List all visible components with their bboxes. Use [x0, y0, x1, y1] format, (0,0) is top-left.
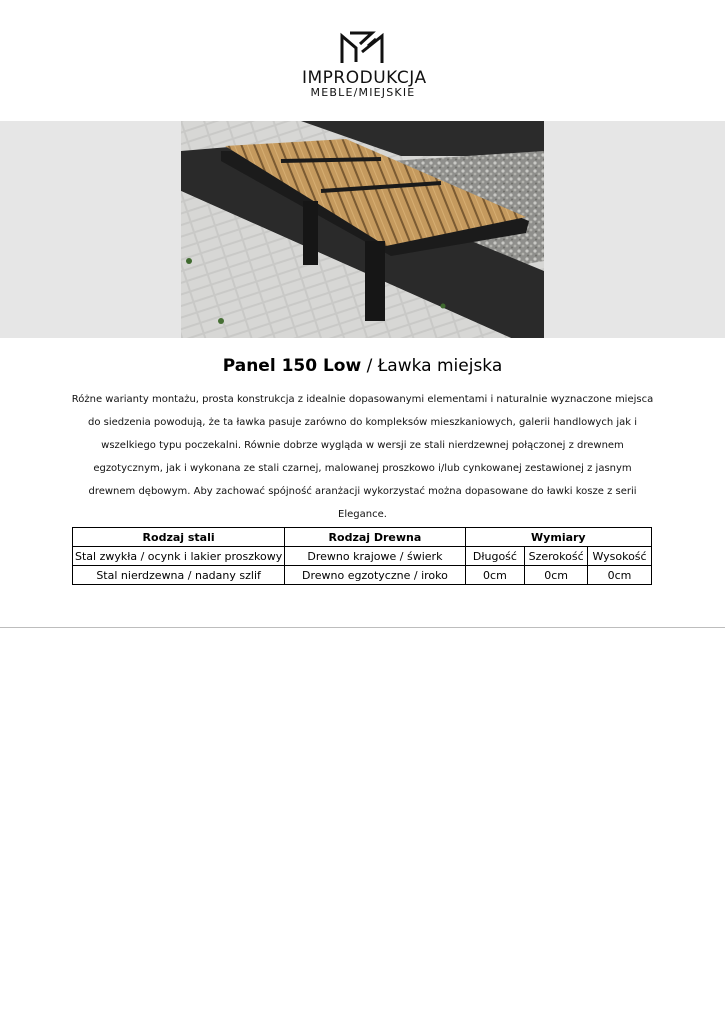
cell-height: Wysokość — [588, 547, 652, 566]
header-steel: Rodzaj stali — [73, 528, 285, 547]
cell-wood: Drewno egzotyczne / iroko — [285, 566, 465, 585]
header-wood: Rodzaj Drewna — [285, 528, 465, 547]
cell-height: 0cm — [588, 566, 652, 585]
product-photo-band — [0, 121, 725, 338]
spec-table — [72, 527, 652, 585]
product-title-bold: Panel 150 Low — [222, 356, 362, 376]
cell-wood: Drewno krajowe / świerk — [285, 547, 465, 566]
product-description: Różne warianty montażu, prosta konstrukcja z idealnie dopasowanymi elementami i naturalnie wyznaczone miejsca do siedzenia powodują, że ta ławka pasuje zarówno do kompleksów mieszkaniowych, galerii handlowych jak i wszelkiego typu poczekalni. Równie dobrze wygląda w wersji ze stali nierdzewnej połączonej z drewnem egzotycznym, jak i wykonana ze stali czarnej, malowanej proszkowo i/lub cynkowanej zestawionej z jasnym drewnem dębowym. Aby zachować spójność aranżacji wykorzystać można dopasowane do ławki kosze z serii Elegance. — [71, 394, 654, 520]
brand-tagline: MEBLE/MIEJSKIE — [310, 86, 416, 99]
brand-logo — [302, 30, 427, 106]
cell-width: Szerokość — [525, 547, 588, 566]
product-photo — [181, 121, 544, 338]
brand-name: IMPRODUKCJA — [302, 68, 427, 88]
product-title — [0, 354, 725, 378]
page-divider — [0, 627, 725, 628]
product-title-rest: / Ławka miejska — [361, 356, 503, 376]
cell-steel: Stal zwykła / ocynk i lakier proszkowy — [73, 547, 285, 566]
table-header-row — [73, 528, 652, 547]
logo-mark-icon — [338, 30, 388, 66]
table-row — [73, 566, 652, 585]
cell-length: 0cm — [465, 566, 525, 585]
table-row — [73, 547, 652, 566]
cell-length: Długość — [465, 547, 525, 566]
cell-width: 0cm — [525, 566, 588, 585]
header-dimensions: Wymiary — [465, 528, 651, 547]
cell-steel: Stal nierdzewna / nadany szlif — [73, 566, 285, 585]
